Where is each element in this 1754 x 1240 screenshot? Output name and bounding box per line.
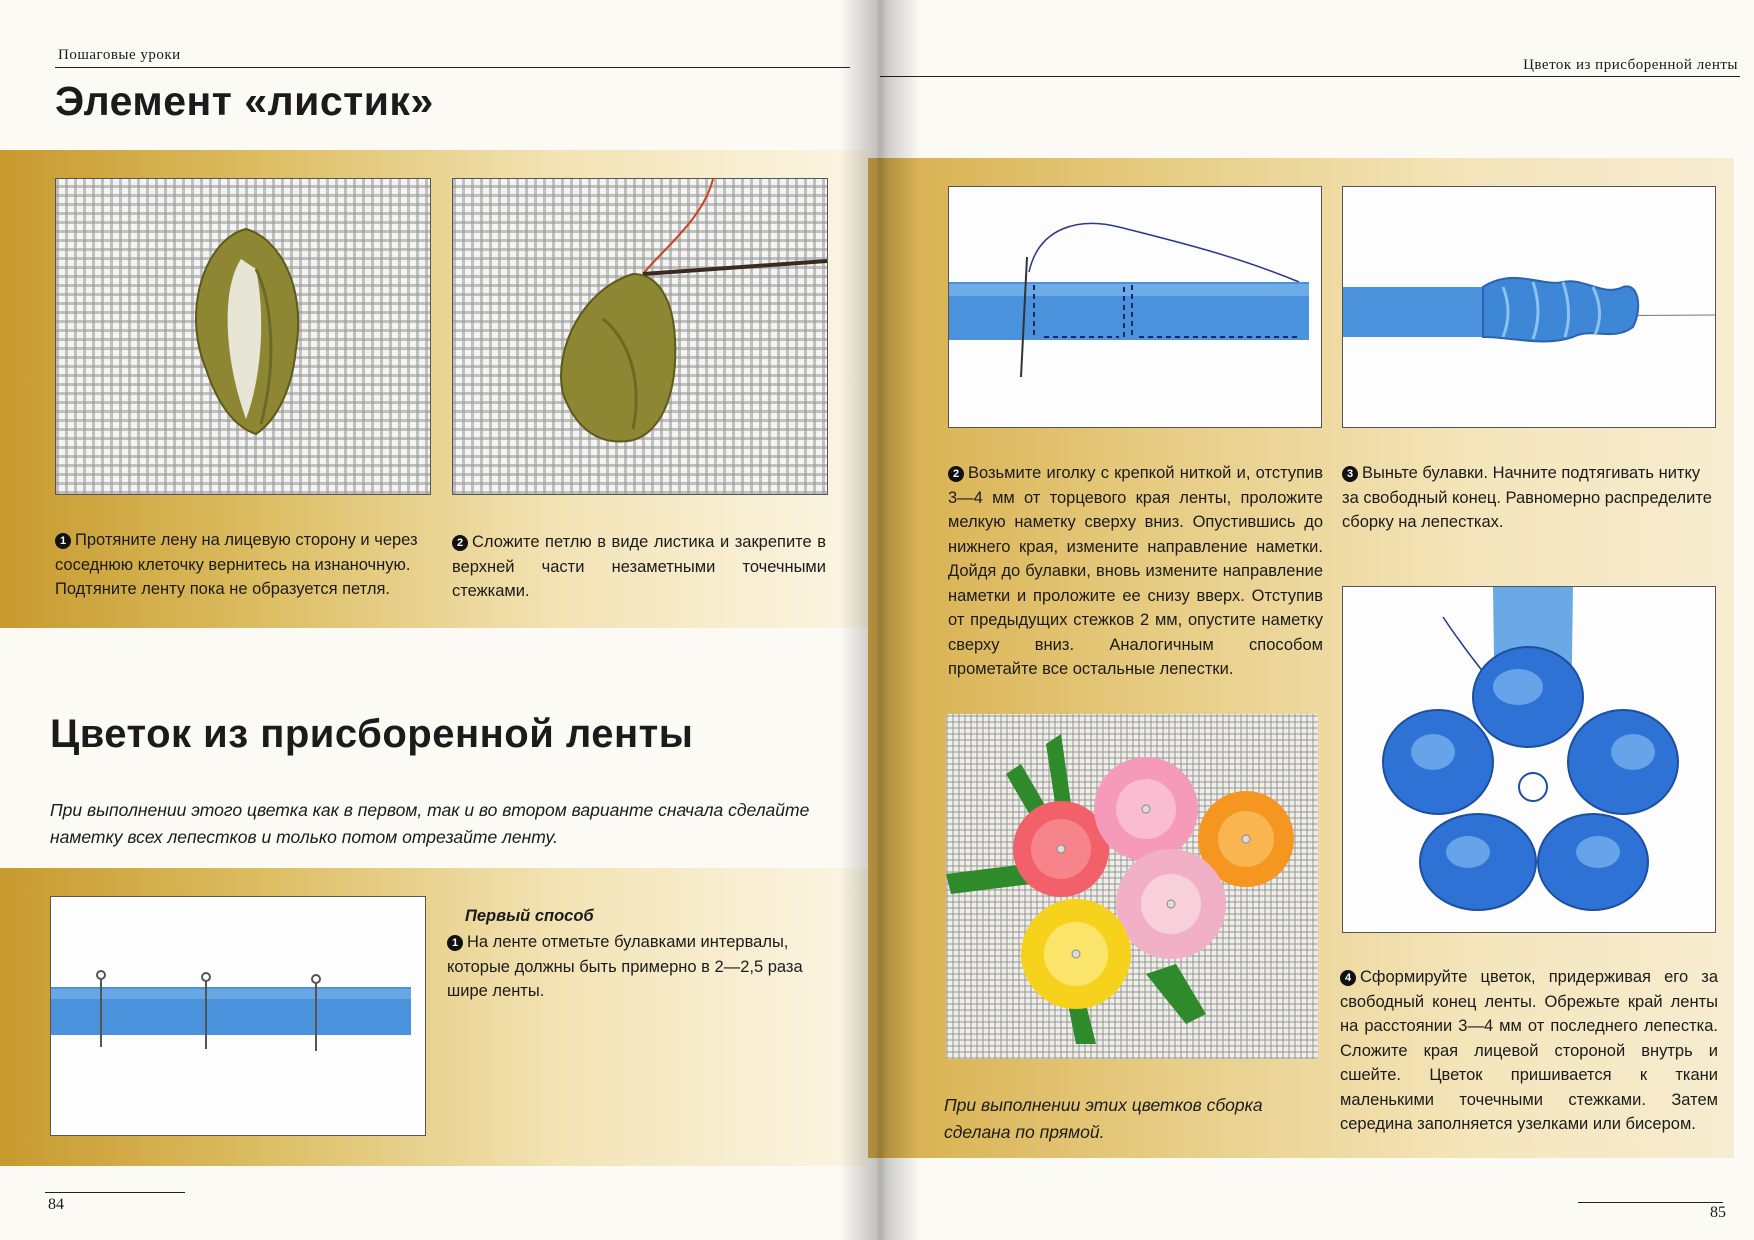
photo-leaf-secured — [452, 178, 828, 495]
step1-leaf-text: Протяните лену на лицевую сторону и через соседнюю клеточку вернитесь на изнаночную. Подтяните ленту пока не образуется петля. — [55, 531, 418, 598]
running-head-right: Цветок из присборенной ленты — [1523, 57, 1738, 73]
method-step1 — [447, 930, 832, 1004]
left-page — [0, 0, 868, 1240]
footer-rule-right — [1578, 1202, 1723, 1203]
step4-form-flower — [1340, 965, 1718, 1137]
photo-gathered-ribbon — [1342, 186, 1716, 428]
step-number-badge: 2 — [452, 535, 468, 551]
step2-basting-text: Возьмите иголку с крепкой ниткой и, отступив 3—4 мм от торцевого края ленты, проложите мелкую наметку сверху вниз. Опустившись до нижнего края, измените направление наметки. Дойдя до булавки, вновь измените направление наметки и проложите ее снизу вверх. Отступив от предыдущих стежков 2 мм, опустите наметку сверху вниз. Аналогичным способом прометайте все остальные лепестки. — [948, 464, 1323, 678]
photo-leaf-loop — [55, 178, 431, 495]
header-rule-right — [880, 76, 1740, 77]
method-title: Первый способ — [465, 907, 594, 925]
photo-flower-bouquet — [946, 714, 1318, 1059]
step4-form-flower-text: Сформируйте цветок, придерживая его за свободный конец ленты. Обрежьте край ленты на расстоянии 3—4 мм от последнего лепестка. Сложите края лицевой стороной внутрь и сшейте. Цветок пришивается к ткани маленькими точечными стежками. Затем середина заполняется узелками или бисером. — [1340, 968, 1718, 1133]
step-number-badge: 3 — [1342, 466, 1358, 482]
running-head-left: Пошаговые уроки — [58, 47, 181, 63]
header-rule-left — [55, 67, 850, 68]
step2-leaf-text: Сложите петлю в виде листика и закрепите в верхней части незаметными точечными стежками. — [452, 533, 826, 600]
footer-rule-left — [45, 1192, 185, 1193]
step-number-badge: 4 — [1340, 970, 1356, 986]
step2-basting — [948, 461, 1323, 682]
step-number-badge: 1 — [55, 533, 71, 549]
right-page — [868, 0, 1754, 1240]
step2-leaf — [452, 530, 826, 604]
photo-ribbon-pins — [50, 896, 426, 1136]
step-number-badge: 1 — [447, 935, 463, 951]
method-step1-text: На ленте отметьте булавками интервалы, которые должны быть примерно в 2—2,5 раза шире ленты. — [447, 933, 803, 1000]
page-number-left: 84 — [48, 1196, 64, 1213]
step-number-badge: 2 — [948, 466, 964, 482]
step3-gather — [1342, 461, 1717, 535]
heading-leaf-element: Элемент «листик» — [55, 78, 434, 124]
step3-gather-text: Выньте булавки. Начните подтягивать нитку за свободный конец. Равномерно распределите сборку на лепестках. — [1342, 464, 1712, 531]
heading-gathered-ribbon-flower: Цветок из присборенной ленты — [50, 712, 694, 756]
step1-leaf — [55, 528, 435, 602]
photo-blue-flower — [1342, 586, 1716, 933]
photo-basting-stitch — [948, 186, 1322, 428]
intro-text: При выполнении этого цветка как в первом, так и во втором варианте сначала сделайте наметку всех лепестков и только потом отрезайте ленту. — [50, 800, 810, 847]
bouquet-caption: При выполнении этих цветков сборка сделана по прямой. — [944, 1095, 1263, 1142]
page-number-right: 85 — [1710, 1204, 1726, 1221]
